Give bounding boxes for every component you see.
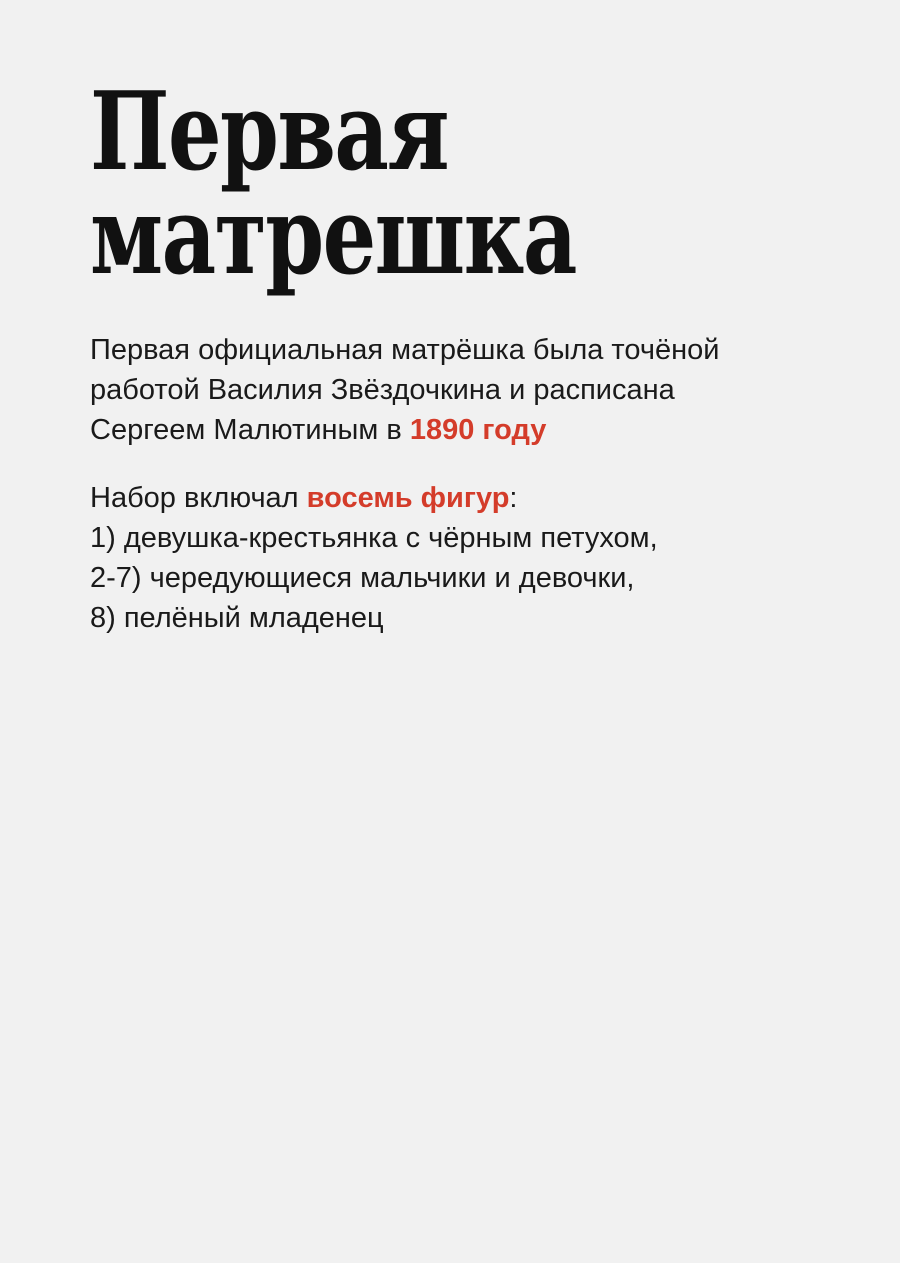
- intro-line-3: [90, 410, 850, 450]
- page-title: [90, 69, 683, 299]
- list-item: 1) девушка-крестьянка с чёрным петухом,: [90, 522, 658, 554]
- figure-count-highlight: восемь фигур: [306, 482, 510, 514]
- title-line-1: Первая: [90, 69, 449, 195]
- set-lead-suffix: :: [509, 482, 518, 514]
- set-paragraph: [90, 478, 850, 638]
- list-item: 8) пелёный младенец: [90, 602, 384, 634]
- list-item: 2-7) чередующиеся мальчики и девочки,: [90, 562, 635, 594]
- title-line-2: матрешка: [90, 173, 576, 299]
- set-lead: [90, 478, 850, 518]
- intro-line-3-text: Сергеем Малютиным в: [90, 414, 410, 446]
- content: [90, 69, 850, 638]
- intro-paragraph: [90, 330, 850, 450]
- set-lead-text: Набор включал: [90, 482, 307, 514]
- intro-line-1: Первая официальная матрёшка была точёной: [90, 334, 720, 366]
- intro-line-2: работой Василия Звёздочкина и расписана: [90, 374, 675, 406]
- year-highlight: 1890 году: [409, 414, 547, 446]
